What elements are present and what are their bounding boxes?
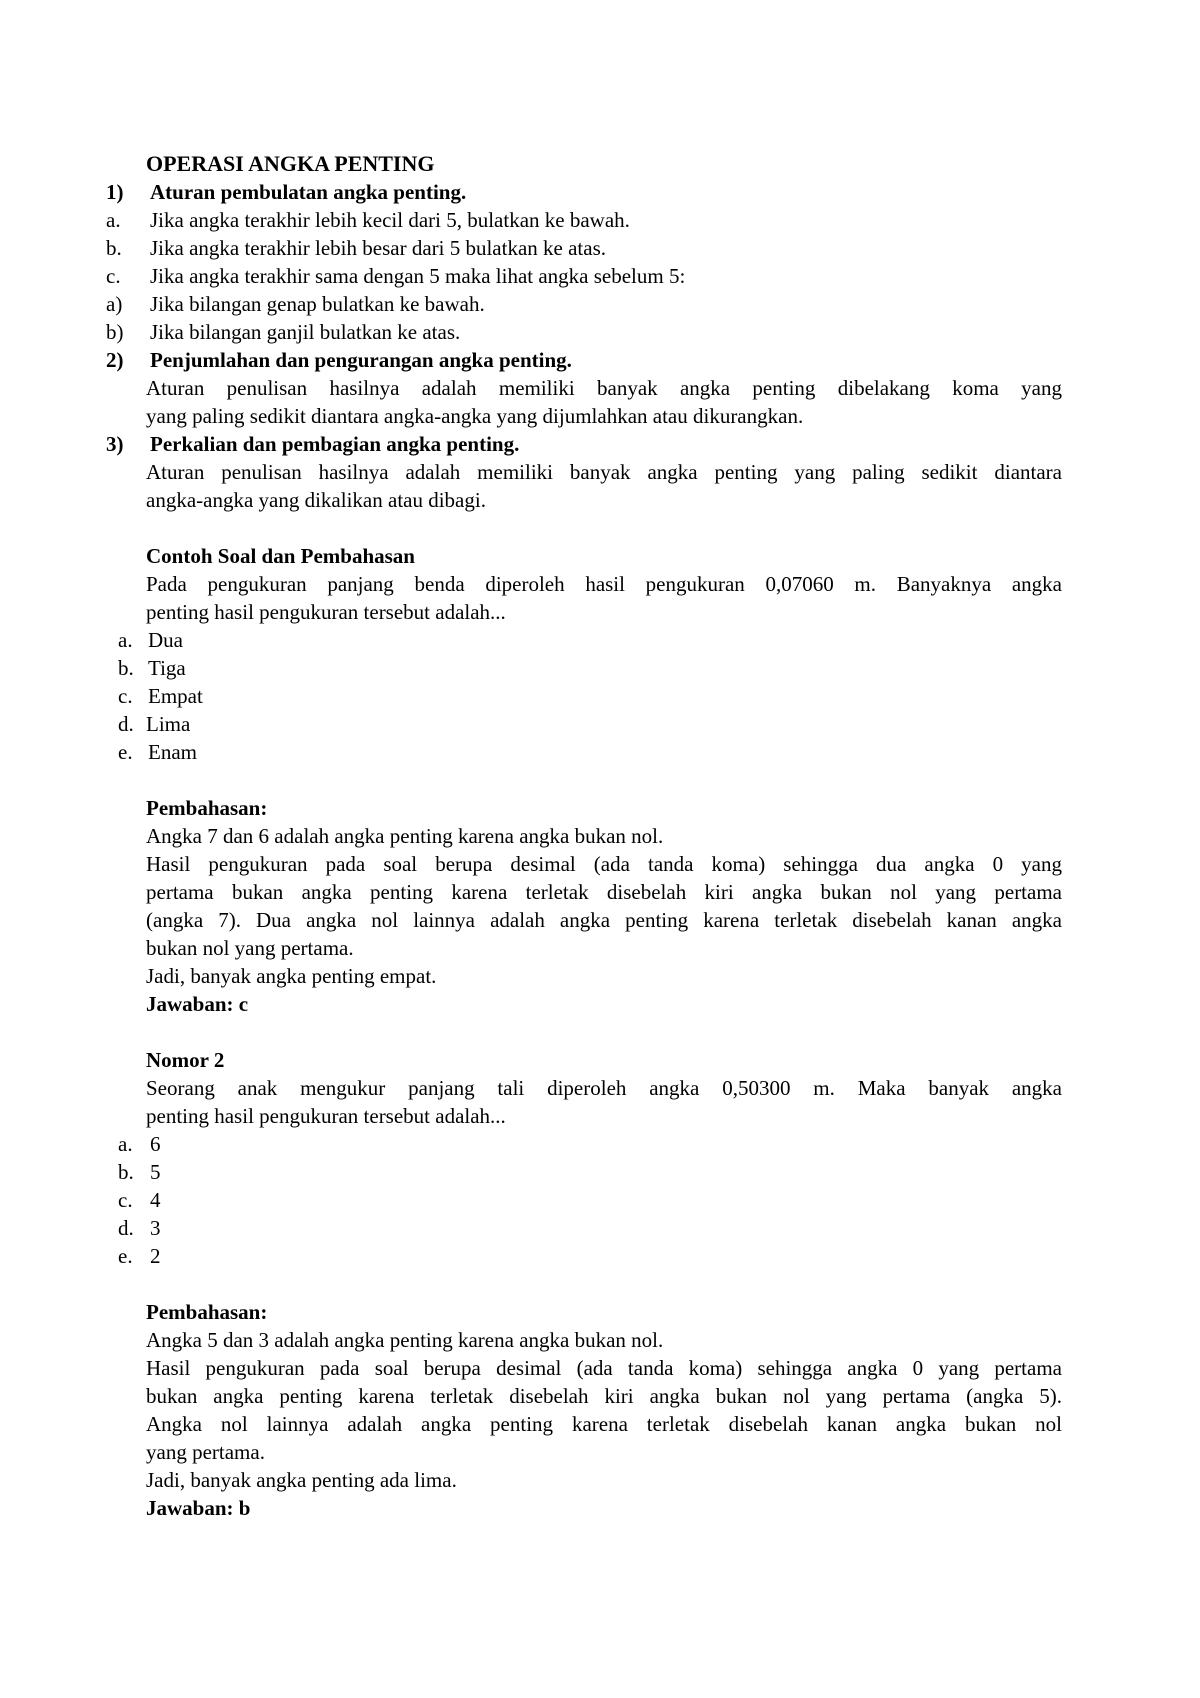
option-marker: d. — [118, 712, 134, 736]
option-text: Empat — [148, 684, 203, 708]
example-2-question-line: penting hasil pengukuran tersebut adalah... — [146, 1104, 506, 1128]
option-marker: e. — [118, 1244, 133, 1268]
example-2-question-line: Seorang anak mengukur panjang tali diperoleh angka 0,50300 m. Maka banyak angka — [146, 1076, 1062, 1100]
option-marker: c. — [118, 684, 133, 708]
option-text: 4 — [150, 1188, 161, 1212]
option-marker: c. — [118, 1188, 133, 1212]
example-2-discussion-heading: Pembahasan: — [146, 1300, 268, 1324]
rule-3-number: 3) — [106, 432, 124, 456]
option-marker: a. — [118, 628, 133, 652]
rule-2-body-line: Aturan penulisan hasilnya adalah memiliki banyak angka penting dibelakang koma yang — [146, 376, 1062, 400]
rule-2-heading: Penjumlahan dan pengurangan angka penting. — [150, 348, 572, 372]
example-1-question-line: Pada pengukuran panjang benda diperoleh hasil pengukuran 0,07060 m. Banyaknya angka — [146, 572, 1062, 596]
discussion-line: Angka 7 dan 6 adalah angka penting karena angka bukan nol. — [146, 824, 664, 848]
discussion-line: Angka nol lainnya adalah angka penting karena terletak disebelah kanan angka bukan nol — [146, 1412, 1062, 1436]
rule-1-number: 1) — [106, 180, 124, 204]
discussion-line: yang pertama. — [146, 1440, 265, 1464]
example-1-discussion-heading: Pembahasan: — [146, 796, 268, 820]
discussion-line: bukan nol yang pertama. — [146, 936, 354, 960]
option-marker: a. — [118, 1132, 133, 1156]
discussion-line: Hasil pengukuran pada soal berupa desimal (ada tanda koma) sehingga angka 0 yang pertama — [146, 1356, 1062, 1380]
option-marker: b. — [118, 1160, 134, 1184]
example-2-answer: Jawaban: b — [146, 1496, 251, 1520]
option-text: 2 — [150, 1244, 161, 1268]
list-item-marker: a. — [106, 208, 121, 232]
list-item: Jika angka terakhir lebih besar dari 5 bulatkan ke atas. — [150, 236, 606, 260]
option-text: Tiga — [148, 656, 186, 680]
option-text: 6 — [150, 1132, 161, 1156]
discussion-line: pertama bukan angka penting karena terletak disebelah kiri angka bukan nol yang pertama — [146, 880, 1062, 904]
example-1-question-line: penting hasil pengukuran tersebut adalah... — [146, 600, 506, 624]
discussion-line: bukan angka penting karena terletak disebelah kiri angka bukan nol yang pertama (angka 5). — [146, 1384, 1062, 1408]
discussion-line: Angka 5 dan 3 adalah angka penting karena angka bukan nol. — [146, 1328, 664, 1352]
option-text: 3 — [150, 1216, 161, 1240]
document-title: OPERASI ANGKA PENTING — [146, 151, 435, 176]
list-item: Jika angka terakhir lebih kecil dari 5, bulatkan ke bawah. — [150, 208, 630, 232]
list-item: Jika angka terakhir sama dengan 5 maka lihat angka sebelum 5: — [150, 264, 686, 288]
list-item-marker: a) — [106, 292, 123, 316]
option-text: Dua — [148, 628, 183, 652]
list-item-marker: c. — [106, 264, 121, 288]
list-item-marker: b) — [106, 320, 124, 344]
discussion-line: (angka 7). Dua angka nol lainnya adalah angka penting karena terletak disebelah kanan angka — [146, 908, 1062, 932]
example-1-heading: Contoh Soal dan Pembahasan — [146, 544, 415, 568]
list-item: Jika bilangan genap bulatkan ke bawah. — [150, 292, 485, 316]
option-text: Enam — [148, 740, 197, 764]
rule-3-body-line: angka-angka yang dikalikan atau dibagi. — [146, 488, 486, 512]
option-text: 5 — [150, 1160, 161, 1184]
example-2-heading: Nomor 2 — [146, 1048, 225, 1072]
rule-2-number: 2) — [106, 348, 124, 372]
rule-2-body-line: yang paling sedikit diantara angka-angka yang dijumlahkan atau dikurangkan. — [146, 404, 804, 428]
rule-3-heading: Perkalian dan pembagian angka penting. — [150, 432, 520, 456]
discussion-line: Hasil pengukuran pada soal berupa desimal (ada tanda koma) sehingga dua angka 0 yang — [146, 852, 1062, 876]
option-marker: e. — [118, 740, 133, 764]
option-marker: b. — [118, 656, 134, 680]
discussion-line: Jadi, banyak angka penting empat. — [146, 964, 437, 988]
rule-1-heading: Aturan pembulatan angka penting. — [150, 180, 467, 204]
rule-3-body-line: Aturan penulisan hasilnya adalah memiliki banyak angka penting yang paling sedikit diantara — [146, 460, 1062, 484]
example-1-answer: Jawaban: c — [146, 992, 249, 1016]
option-text: Lima — [146, 712, 191, 736]
discussion-line: Jadi, banyak angka penting ada lima. — [146, 1468, 457, 1492]
option-marker: d. — [118, 1216, 134, 1240]
list-item: Jika bilangan ganjil bulatkan ke atas. — [150, 320, 461, 344]
list-item-marker: b. — [106, 236, 122, 260]
